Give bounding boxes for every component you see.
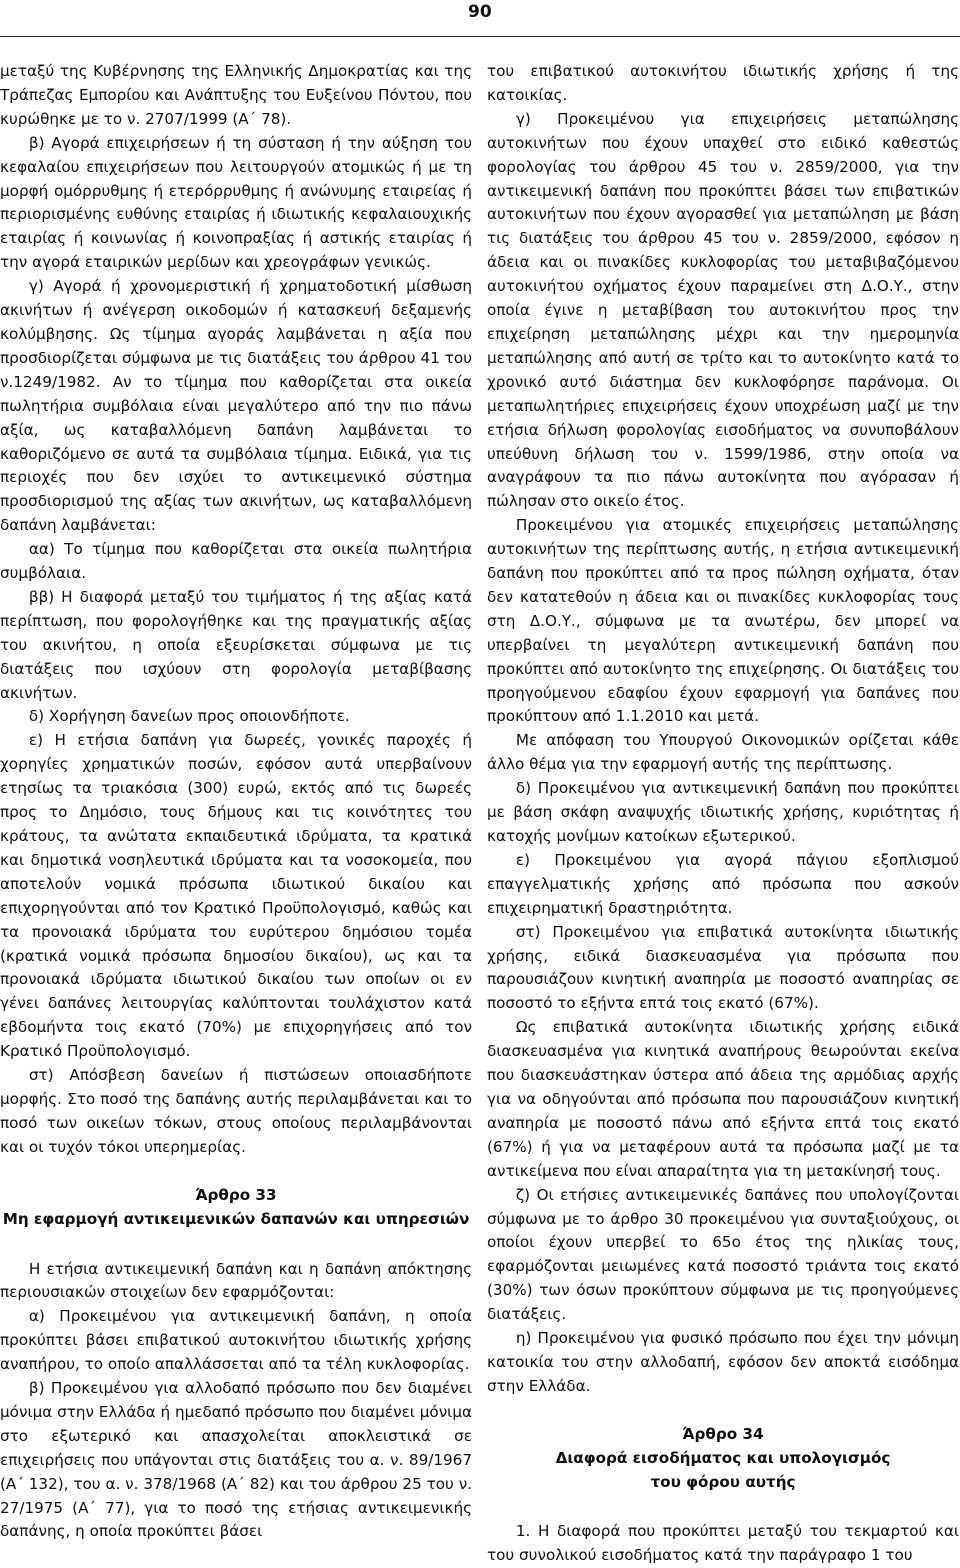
article-34-subtitle-line1: Διαφορά εισοδήματος και υπολογισμός xyxy=(555,1448,891,1467)
article-33-title: Άρθρο 33 xyxy=(195,1185,277,1204)
paragraph: η) Προκειμένου για φυσικό πρόσωπο που έχει την μόνιμη κατοικία του στην αλλοδαπή, εφόσον δεν αποκτά εισόδημα στην Ελλάδα. xyxy=(487,1329,959,1395)
article-34-subtitle-line2: του φόρου αυτής xyxy=(650,1472,796,1491)
right-column xyxy=(487,60,959,1568)
article-33-subtitle: Μη εφαρμογή αντικειμενικών δαπανών και υπηρεσιών xyxy=(2,1209,470,1228)
paragraph: στ) Προκειμένου για επιβατικά αυτοκίνητα ιδιωτικής χρήσης, ειδικά διασκευασμένα για πρόσωπα που παρουσιάζουν κινητική αναπηρία με ποσοστό αναπηρίας σε ποσοστό το εξήντα επτά τοις εκατό (67%). xyxy=(487,922,959,1013)
paragraph: γ) Αγορά ή χρονομεριστική ή χρηματοδοτική μίσθωση ακινήτων ή ανέγερση οικοδομών ή κατασκευή δεξαμενής κολύμβησης. Ως τίμημα αγοράς λαμβάνεται η αξία που προσδιορίζεται σύμφωνα με τις διατάξεις του άρθρου 41 του ν.1249/1982. Αν το τίμημα που καθορίζεται στα οικεία πωλητήρια συμβόλαια είναι μεγαλύτερο από την πιο πάνω αξία, ως καταβαλλόμενη δαπάνη λαμβάνεται το καθοριζόμενο σε αυτά τα συμβόλαια τίμημα. Ειδικά, για τις περιοχές που δεν ισχύει το αντικειμενικό σύστημα προσδιορισμού της αξίας των ακινήτων, ως καταβαλλόμενη δαπάνη λαμβάνεται: xyxy=(0,277,472,535)
paragraph: Με απόφαση του Υπουργού Οικονομικών ορίζεται κάθε άλλο θέμα για την εφαρμογή αυτής της περίπτωσης. xyxy=(487,731,959,774)
page-number: 90 xyxy=(468,2,492,22)
paragraph: β) Αγορά επιχειρήσεων ή τη σύσταση ή την αύξηση του κεφαλαίου επιχειρήσεων που λειτουργούν ατομικώς ή με τη μορφή ομόρρυθμης ή ετερόρρυθμης ή ανώνυμης εταιρείας ή περιορισμένης ευθύνης εταιρίας ή ιδιωτικής κεφαλαιουχικής εταιρίας ή κοινωνίας ή κοινοπραξίας ή αστικής εταιρίας ή την αγορά εταιρικών μερίδων και χρεογράφων γενικώς. xyxy=(0,133,472,272)
paragraph: ε) Προκειμένου για αγορά πάγιου εξοπλισμού επαγγελματικής χρήσης από πρόσωπα που ασκούν επιχειρηματική δραστηριότητα. xyxy=(487,850,959,917)
paragraph: α) Προκειμένου για αντικειμενική δαπάνη, η οποία προκύπτει βάσει επιβατικού αυτοκινήτου ιδιωτικής χρήσης αναπήρου, το οποίο απαλλάσσεται από τα τέλη κυκλοφορίας. xyxy=(0,1307,472,1374)
paragraph: δ) Χορήγηση δανείων προς οποιονδήποτε. xyxy=(28,707,350,726)
paragraph: β) Προκειμένου για αλλοδαπό πρόσωπο που δεν διαμένει μόνιμα στην Ελλάδα ή ημεδαπό πρόσωπο που διαμένει μόνιμα στο εξωτερικό και απασχολείται αποκλειστικά σε επιχειρήσεις που υπάγονται στις διατάξεις του α. ν. 89/1967 (Α΄ 132), του α. ν. 378/1968 (Α΄ 82) και του άρθρου 25 του ν. 27/1975 (Α΄ 77), για το ποσό της ετήσιας αντικειμενικής δαπάνης, η οποία προκύπτει βάσει xyxy=(0,1379,472,1541)
paragraph: 1. Η διαφορά που προκύπτει μεταξύ του τεκμαρτού και του συνολικού εισοδήματος κατά την παράγραφο 1 του xyxy=(487,1522,959,1565)
paragraph: στ) Απόσβεση δανείων ή πιστώσεων οποιασδήποτε μορφής. Στο ποσό της δαπάνης αυτής περιλαμβάνεται και το ποσό των οικείων τόκων, στους οποίους περιλαμβάνονται και οι τυχόν τόκοι υπερημερίας. xyxy=(0,1066,472,1156)
paragraph: Η ετήσια αντικειμενική δαπάνη και η δαπάνη απόκτησης περιουσιακών στοιχείων δεν εφαρμόζονται: xyxy=(0,1259,472,1302)
paragraph: ε) Η ετήσια δαπάνη για δωρεές, γονικές παροχές ή χορηγίες χρηματικών ποσών, εφόσον αυτά υπερβαίνουν ετησίως τα τριακόσια (300) ευρώ, εκτός από τις δωρεές προς το Δημόσιο, τους δήμους και τις κοινότητες του κράτους, τα ανώτατα εκπαιδευτικά ιδρύματα, τα κρατικά και δημοτικά νοσηλευτικά ιδρύματα και τα νοσοκομεία, που αποτελούν νομικά πρόσωπα ιδιωτικού δικαίου και επιχορηγούνται από τον Κρατικό Προϋπολογισμό, καθώς και τα προνοιακά ιδρύματα του ευρύτερου δημόσιου τομέα (κρατικά νομικά πρόσωπα δημοσίου δικαίου), ως και τα προνοιακά ιδρύματα ιδιωτικού δικαίου των οποίων οι εν γένει δαπάνες λειτουργίας καλύπτονται τουλάχιστον κατά εβδομήντα τοις εκατό (70%) με επιχορηγήσεις από τον Κρατικό Προϋπολογισμό. xyxy=(0,731,472,1061)
paragraph: μεταξύ της Κυβέρνησης της Ελληνικής Δημοκρατίας και της Τράπεζας Εμπορίου και Ανάπτυξης του Ευξείνου Πόντου, που κυρώθηκε με το ν. 2707/1999 (Α΄ 78). xyxy=(0,62,472,128)
header-rule xyxy=(0,36,960,37)
paragraph: του επιβατικού αυτοκινήτου ιδιωτικής χρήσης ή της κατοικίας. xyxy=(487,62,959,104)
paragraph: Ως επιβατικά αυτοκίνητα ιδιωτικής χρήσης ειδικά διασκευασμένα για κινητικά αναπήρους θεωρούνται εκείνα που διασκευάστηκαν ύστερα από άδεια της αρμόδιας αρχής για να οδηγούνται από πρόσωπα που παρουσιάζουν κινητική αναπηρία με ποσοστό πάνω από εξήντα επτά τοις εκατό (67%) ή για να μεταφέρουν αυτά τα πρόσωπα μαζί με τα αντικείμενα που είναι απαραίτητα για τη μετακίνησή τους. xyxy=(487,1018,959,1180)
paragraph: γ) Προκειμένου για επιχειρήσεις μεταπώλησης αυτοκινήτων που έχουν υπαχθεί στο ειδικό καθεστώς φορολογίας του άρθρου 45 του ν. 2859/2000, για την αντικειμενική δαπάνη που προκύπτει βάσει των επιβατικών αυτοκινήτων που έχουν αγορασθεί για μεταπώληση με βάση τις διατάξεις του άρθρου 45 του ν. 2859/2000, εφόσον η άδεια και οι πινακίδες κυκλοφορίας του μεταβιβαζόμενου αυτοκινήτου οχήματος έχουν παραμείνει στη Δ.Ο.Υ., στην οποία έγινε η μεταβίβαση του αυτοκινήτου προς την επιχείρηση μεταπώλησης μέχρι και την ημερομηνία μεταπώλησης από αυτή σε τρίτο και το αυτοκίνητο κατά το χρονικό αυτό διάστημα δεν κυκλοφόρησε παράνομα. Οι μεταπωλητήριες επιχειρήσεις έχουν υποχρέωση μαζί με την ετήσια δήλωση φορολογίας εισοδήματος να συνυποβάλουν υπεύθυνη δήλωση του ν. 1599/1986, στην οποία να αναγράφουν τα πιο πάνω αυτοκίνητα που αγόρασαν ή πώλησαν στο οικείο έτος. xyxy=(487,109,959,511)
paragraph: ζ) Οι ετήσιες αντικειμενικές δαπάνες που υπολογίζονται σύμφωνα με το άρθρο 30 προκειμένου για συνταξιούχους, οι οποίοι έχουν υπερβεί το 65ο έτος της ηλικίας τους, εφαρμόζονται μειωμένες κατά ποσοστό τριάντα τοις εκατό (30%) των όσων προκύπτουν σύμφωνα με τις προηγούμενες διατάξεις. xyxy=(487,1185,959,1324)
article-34-title: Άρθρο 34 xyxy=(682,1424,764,1443)
paragraph: δ) Προκειμένου για αντικειμενική δαπάνη που προκύπτει με βάση σκάφη αναψυχής ιδιωτικής χρήσης, κυριότητας ή κατοχής μονίμων κατοίκων εξωτερικού. xyxy=(487,779,959,845)
left-column xyxy=(0,60,472,1544)
paragraph: Προκειμένου για ατομικές επιχειρήσεις μεταπώλησης αυτοκινήτων της περίπτωσης αυτής, η ετήσια αντικειμενική δαπάνη που προκύπτει από τα προς πώληση οχήματα, όταν δεν κατατεθούν η άδεια και οι πινακίδες κυκλοφορίας τους στη Δ.Ο.Υ., σύμφωνα με τα ανωτέρω, δεν μπορεί να υπερβαίνει τη μεγαλύτερη αντικειμενική δαπάνη που προκύπτει από αυτοκίνητο της επιχείρησης. Οι διατάξεις του προηγούμενου εδαφίου έχουν εφαρμογή για δαπάνες που προκύπτουν από 1.1.2010 και μετά. xyxy=(487,516,959,726)
paragraph: αα) Το τίμημα που καθορίζεται στα οικεία πωλητήρια συμβόλαια. xyxy=(0,540,472,583)
paragraph: ββ) Η διαφορά μεταξύ του τιμήματος ή της αξίας κατά περίπτωση, που φορολογήθηκε και της πραγματικής αξίας του ακινήτου, η οποία εξευρίσκεται σύμφωνα με τις διατάξεις που ισχύουν στη φορολογία μεταβίβασης ακινήτων. xyxy=(0,587,472,702)
